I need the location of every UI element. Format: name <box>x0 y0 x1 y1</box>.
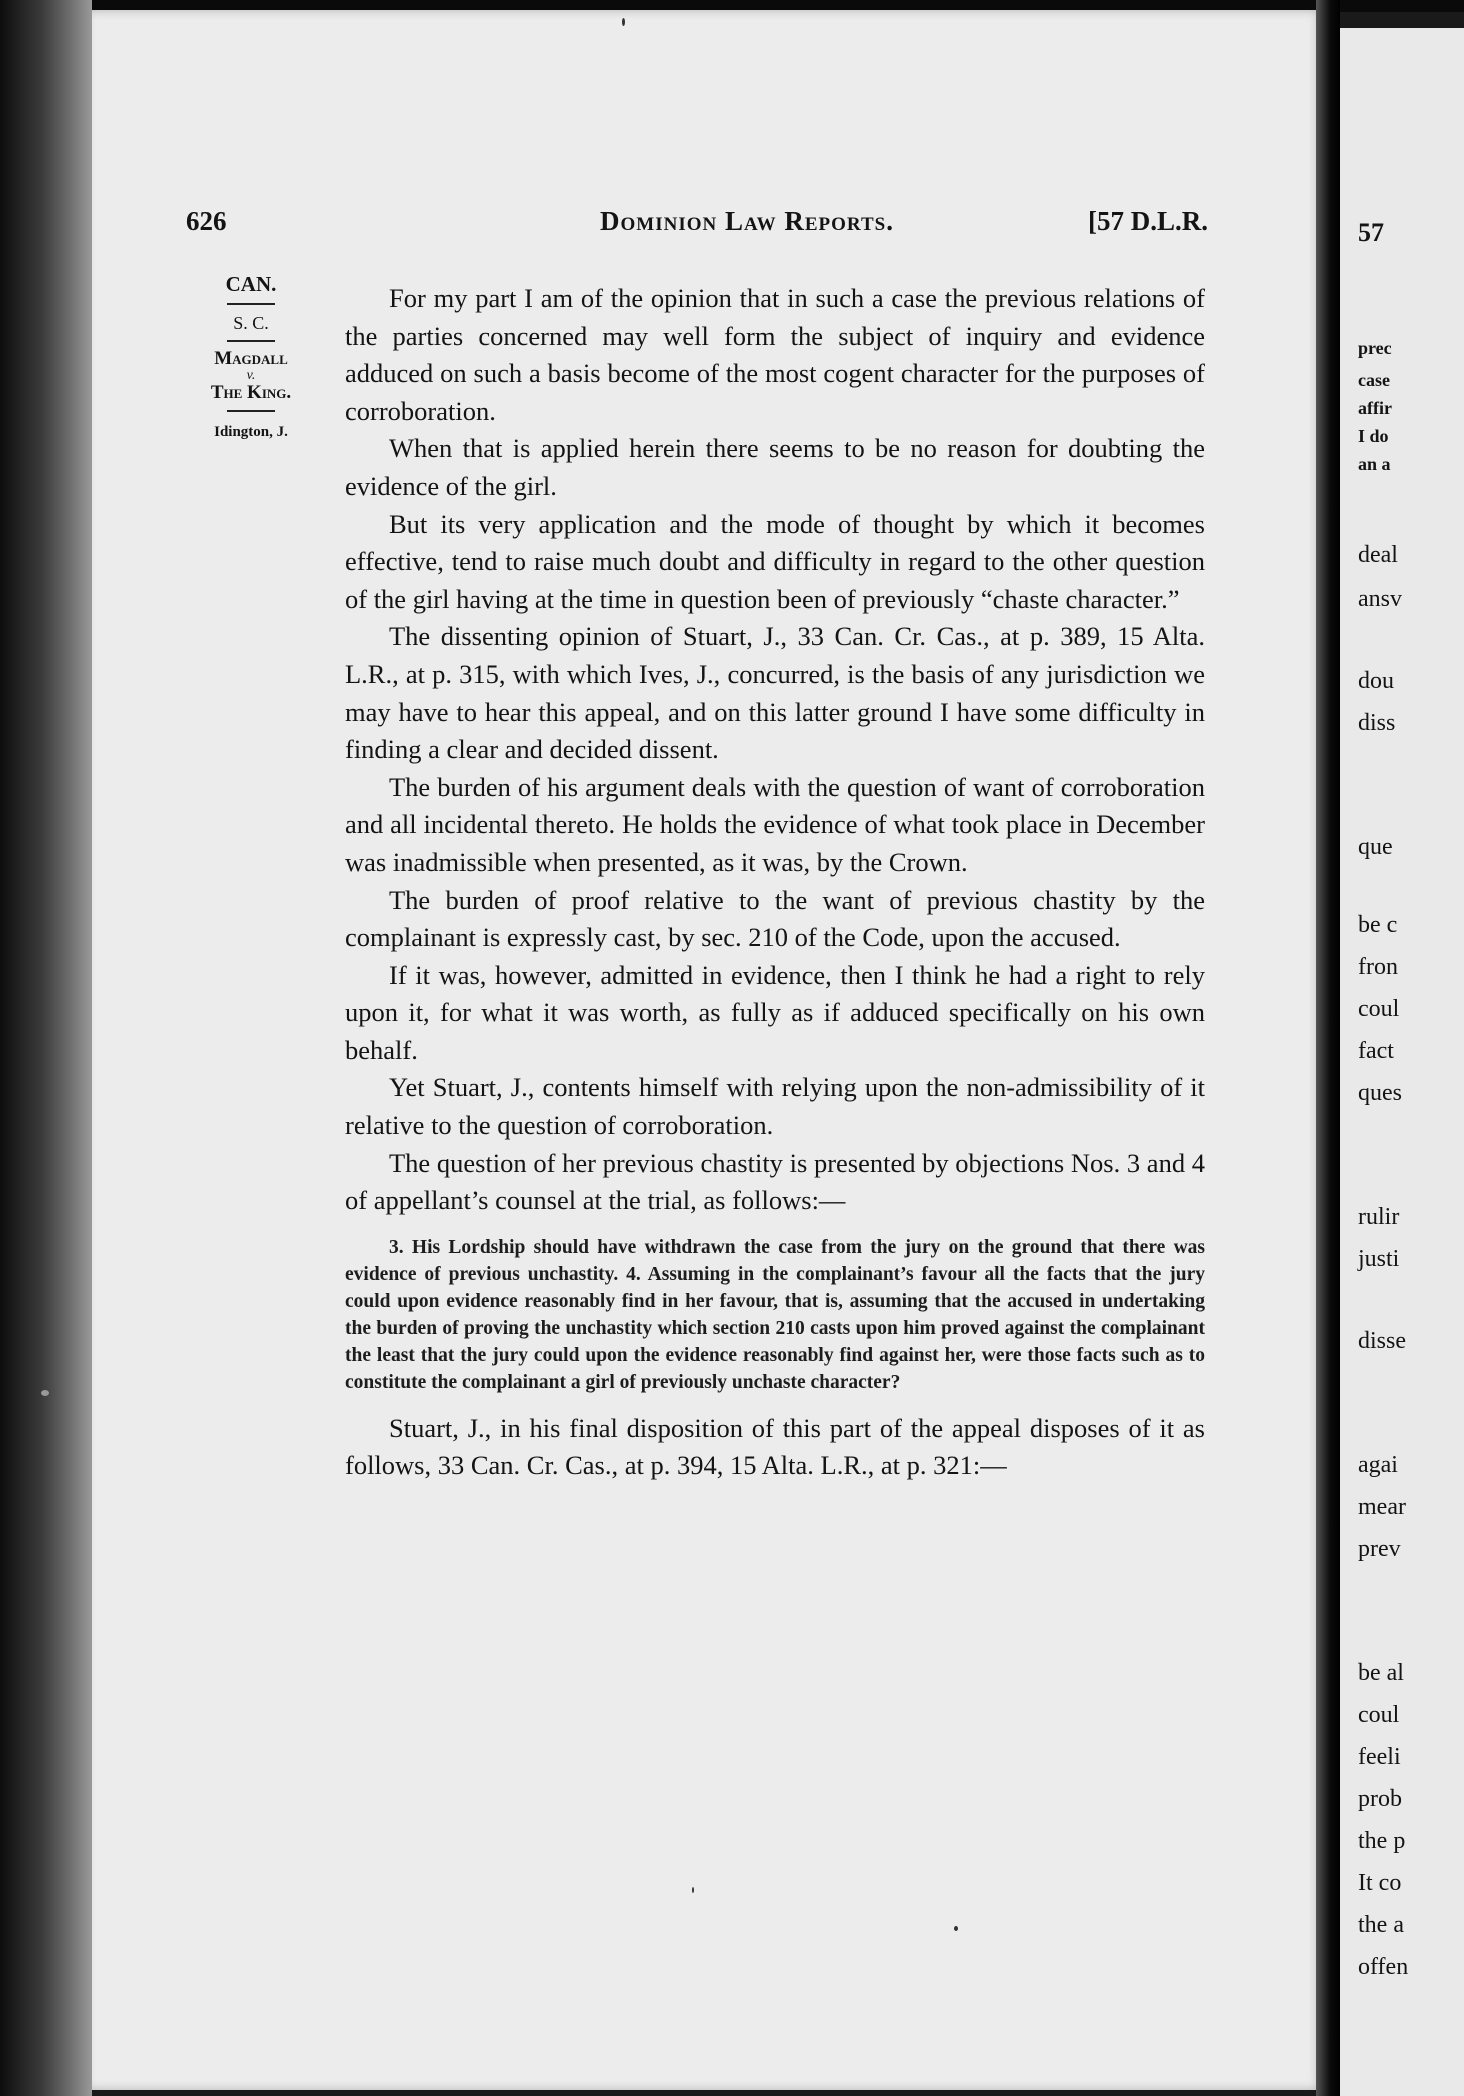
paragraph: The burden of his argument deals with the question of want of corroboration and all incidental thereto. He holds the evidence of what took place in December was inadmissible when presented, as it was, by the Crown. <box>345 771 1205 877</box>
facing-page-line: ques <box>1358 1080 1402 1106</box>
facing-page-line: prev <box>1358 1536 1401 1562</box>
margin-rule <box>227 410 275 412</box>
margin-party-respondent: The King. <box>210 382 292 403</box>
scan-speck <box>622 18 625 26</box>
facing-page-line: rulir <box>1358 1204 1400 1230</box>
paragraph: The question of her previous chastity is presented by objections Nos. 3 and 4 of appellant’s counsel at the trial, as follows:— <box>345 1147 1205 1216</box>
margin-party-appellant: Magdall <box>214 348 288 369</box>
margin-notes <box>186 272 316 441</box>
facing-page-line: case <box>1358 370 1390 390</box>
facing-page-line: prob <box>1358 1786 1402 1812</box>
margin-court: CAN. <box>225 272 277 296</box>
facing-page-line: coul <box>1358 996 1400 1022</box>
facing-page-line: prec <box>1358 338 1392 358</box>
margin-division: S. C. <box>233 313 269 333</box>
margin-rule <box>227 303 275 305</box>
paragraph: Yet Stuart, J., contents himself with relying upon the non-admissibility of it relative to the question of corroboration. <box>345 1072 1205 1141</box>
paragraph: For my part I am of the opinion that in such a case the previous relations of the parties concerned may well form the subject of inquiry and evidence adduced on such a basis become of the most cogent character for the purposes of corroboration. <box>345 283 1205 426</box>
opinion-text <box>345 280 1205 1485</box>
facing-page-line: coul <box>1358 1702 1400 1728</box>
scan-speck <box>41 1390 49 1396</box>
facing-page-number: 57 <box>1358 218 1384 247</box>
running-title: Dominion Law Reports. <box>600 206 894 236</box>
facing-page-line: fron <box>1358 954 1398 980</box>
facing-page-line: dou <box>1358 668 1394 694</box>
book-binding-edge <box>0 0 92 2096</box>
facing-page-line: mear <box>1358 1494 1406 1520</box>
paragraph: If it was, however, admitted in evidence, then I think he had a right to rely upon it, for what it was worth, as fully as if adduced specifically on his own behalf. <box>345 959 1205 1065</box>
facing-page-line: be c <box>1358 912 1398 938</box>
closing-paragraph: Stuart, J., in his final disposition of this part of the appeal disposes of it as follows, 33 Can. Cr. Cas., at p. 394, 15 Alta. L.R., at p. 321:— <box>345 1412 1205 1481</box>
page-number: 626 <box>186 206 227 236</box>
facing-page-line: the p <box>1358 1828 1406 1854</box>
facing-page-line: diss <box>1358 710 1396 736</box>
facing-page-line: the a <box>1358 1912 1404 1938</box>
facing-page-line: be al <box>1358 1660 1404 1686</box>
facing-page-line: ansv <box>1358 586 1402 612</box>
facing-page-line: It co <box>1358 1870 1402 1896</box>
facing-page-line: feeli <box>1358 1744 1401 1770</box>
facing-page-line: fact <box>1358 1038 1394 1064</box>
facing-page-line: deal <box>1358 542 1398 568</box>
margin-versus: v. <box>246 368 256 383</box>
margin-judge: Idington, J. <box>214 424 288 440</box>
facing-page-fragment <box>1340 28 1464 2096</box>
page-gutter <box>1316 0 1340 2096</box>
facing-page-line: I do <box>1358 426 1389 446</box>
quoted-objections: 3. His Lordship should have withdrawn the case from the jury on the ground that there was evidence of previous unchastity. 4. Assuming in the complainant’s favour all the facts that the jury could upon evidence reasonably find in her favour, that is, assuming that the accused in undertaking the burden of proving the unchastity which section 210 casts upon him proved against the complainant the least that the jury could upon the evidence reasonably find against her, were those facts such as to constitute the complainant a girl of previously unchaste character? <box>345 1236 1205 1393</box>
scan-speck <box>954 1926 958 1931</box>
facing-page-line: disse <box>1358 1328 1406 1354</box>
volume-citation: [57 D.L.R. <box>1088 206 1208 236</box>
facing-page-line: agai <box>1358 1452 1398 1478</box>
facing-page-line: offen <box>1358 1954 1409 1980</box>
paragraph: The dissenting opinion of Stuart, J., 33 Can. Cr. Cas., at p. 389, 15 Alta. L.R., at p. 315, with which Ives, J., concurred, is the basis of any jurisdiction we may have to hear this appeal, and on this latter ground I have some difficulty in finding a clear and decided dissent. <box>345 621 1205 765</box>
running-head <box>186 206 1208 246</box>
facing-page-line: an a <box>1358 454 1391 474</box>
facing-page-line: justi <box>1358 1246 1400 1272</box>
paragraph: The burden of proof relative to the want of previous chastity by the complainant is expressly cast, by sec. 210 of the Code, upon the accused. <box>345 884 1205 953</box>
paragraph: When that is applied herein there seems to be no reason for doubting the evidence of the girl. <box>345 433 1205 501</box>
margin-rule <box>227 340 275 342</box>
scan-speck <box>692 1887 694 1893</box>
facing-page-line: affir <box>1358 398 1392 418</box>
facing-page-line: que <box>1358 834 1393 860</box>
paragraph: But its very application and the mode of thought by which it becomes effective, tend to raise much doubt and difficulty in regard to the other question of the girl having at the time in question been of previously “chaste character.” <box>345 508 1205 614</box>
